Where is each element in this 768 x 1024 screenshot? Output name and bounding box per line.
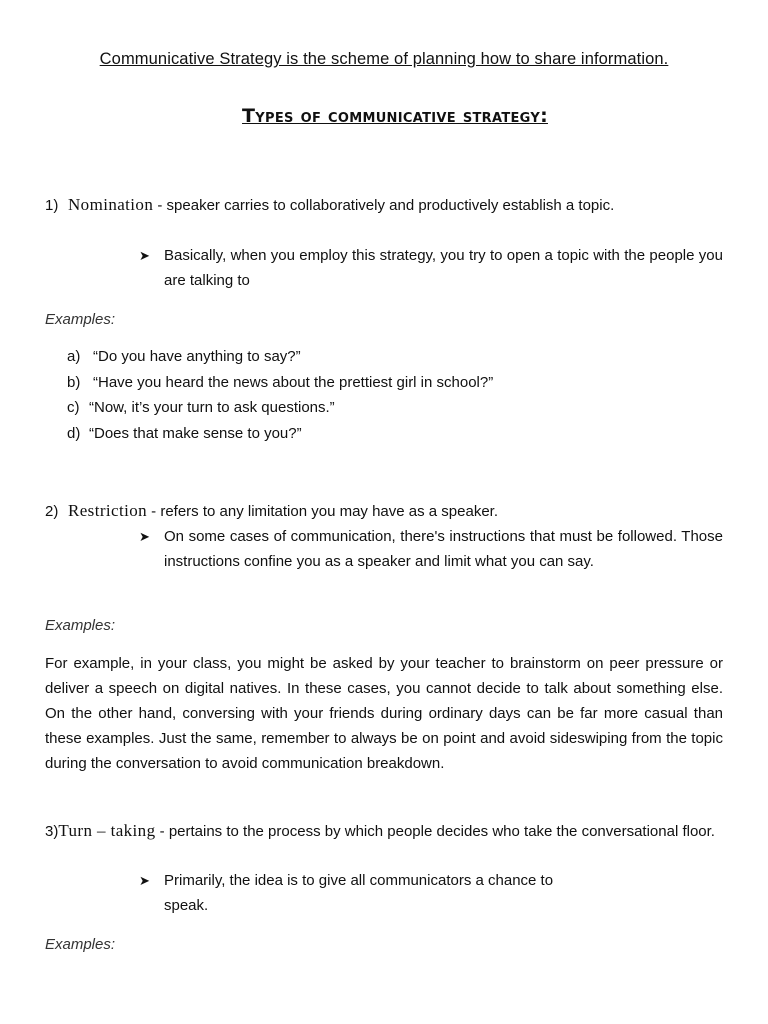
arrowhead-bullet-icon: ➤ bbox=[139, 529, 150, 544]
intro-sentence: Communicative Strategy is the scheme of planning how to share information. bbox=[99, 50, 669, 68]
examples-label: Examples: bbox=[45, 936, 116, 953]
section-1-bullet bbox=[139, 243, 723, 293]
bullet-text: Basically, when you employ this strategy, you try to open a topic with the people you are talking to bbox=[164, 247, 723, 289]
section-2-bullet bbox=[139, 524, 723, 574]
section-term: Restriction bbox=[68, 501, 147, 520]
section-3-bullet bbox=[139, 868, 723, 918]
list-letter: a) bbox=[67, 348, 81, 365]
section-definition: - speaker carries to collaboratively and productively establish a topic. bbox=[153, 197, 615, 214]
list-item bbox=[67, 344, 493, 370]
section-term: Turn – taking bbox=[58, 821, 156, 840]
example-paragraph: For example, in your class, you might be asked by your teacher to brainstorm on peer pressure or deliver a speech on digital natives. In these cases, you cannot decide to talk about something else. On the other hand, conversing with your friends during ordinary days can be far more casual than these examples. Just the same, remember to always be on point and avoid sideswiping from the topic during the conversation to avoid communication breakdown. bbox=[45, 655, 723, 772]
section-2-heading bbox=[45, 498, 725, 524]
list-letter: c) bbox=[67, 399, 80, 416]
list-text: “Does that make sense to you?” bbox=[89, 424, 302, 442]
list-letter: d) bbox=[67, 424, 81, 442]
section-number: 3) bbox=[45, 823, 59, 840]
list-item bbox=[67, 395, 493, 421]
examples-label: Examples: bbox=[45, 311, 116, 328]
bullet-text-line-1: Primarily, the idea is to give all communicators a chance to bbox=[164, 872, 554, 889]
section-number: 1) bbox=[45, 197, 59, 214]
arrowhead-bullet-icon: ➤ bbox=[139, 873, 150, 888]
list-text: “Now, it’s your turn to ask questions.” bbox=[89, 399, 335, 416]
section-1-heading bbox=[45, 192, 725, 218]
examples-list bbox=[67, 344, 493, 446]
examples-label: Examples: bbox=[45, 617, 116, 634]
section-number: 2) bbox=[45, 503, 59, 520]
section-definition: - refers to any limitation you may have as a speaker. bbox=[147, 503, 498, 520]
list-letter: b) bbox=[67, 373, 81, 391]
section-term: Nomination bbox=[68, 195, 154, 214]
bullet-text: On some cases of communication, there's instructions that must be followed. Those instructions confine you as a speaker and limit what you can say. bbox=[164, 528, 723, 570]
list-item bbox=[67, 421, 493, 447]
list-item bbox=[67, 370, 493, 396]
page-title: Types of communicative strategy: bbox=[242, 105, 548, 127]
arrowhead-bullet-icon: ➤ bbox=[139, 248, 150, 263]
bullet-text-line-2: speak. bbox=[164, 897, 209, 914]
list-text: “Do you have anything to say?” bbox=[93, 348, 301, 365]
list-text: “Have you heard the news about the prettiest girl in school?” bbox=[93, 373, 494, 391]
section-3-heading bbox=[45, 818, 723, 844]
section-definition: - pertains to the process by which people decides who take the conversational floor. bbox=[155, 823, 715, 840]
